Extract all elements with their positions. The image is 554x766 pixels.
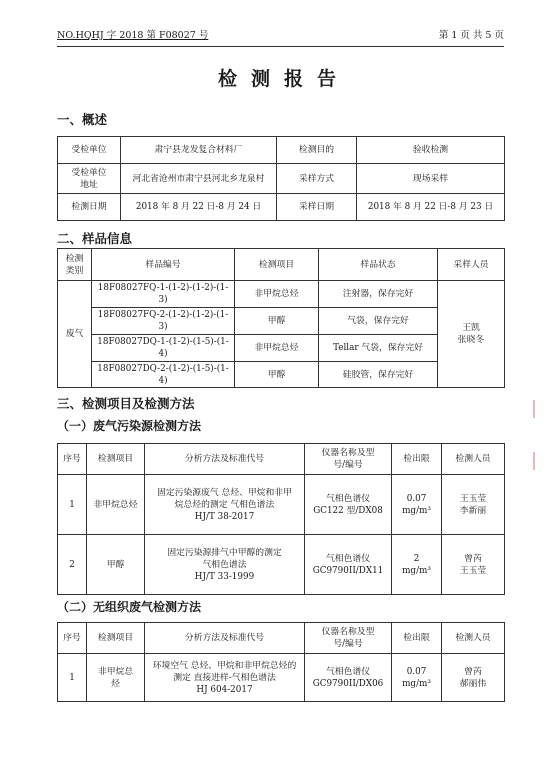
test-staff: 曾芮 郝丽伟 xyxy=(442,654,505,702)
test-item: 非甲烷总烃 xyxy=(87,475,145,535)
sample-id: 18F08027DQ-2-(1-2)-(1-5)-(1-4) xyxy=(92,362,235,388)
sample-collectors: 王凯 张晓冬 xyxy=(438,281,505,388)
overview-row xyxy=(58,194,505,221)
column-header: 检测项目 xyxy=(235,249,319,281)
sample-state: 硅胶管，保存完好 xyxy=(319,362,438,388)
table-row xyxy=(58,308,505,335)
overview-label: 受检单位 xyxy=(58,137,121,164)
sample-category: 废气 xyxy=(58,281,92,388)
table-row xyxy=(58,362,505,388)
sample-state: Tellar 气袋，保存完好 xyxy=(319,335,438,362)
sample-id: 18F08027FQ-1-(1-2)-(1-2)-(1-3) xyxy=(92,281,235,308)
sample-id: 18F08027FQ-2-(1-2)-(1-2)-(1-3) xyxy=(92,308,235,335)
overview-value: 验收检测 xyxy=(357,137,505,164)
sample-item: 甲醇 xyxy=(235,308,319,335)
column-header: 检出限 xyxy=(392,623,442,654)
column-header: 检测类别 xyxy=(58,249,92,281)
section-samples-heading: 二、样品信息 xyxy=(57,231,133,246)
fugitive-methods-table xyxy=(57,622,505,702)
sample-item: 甲醇 xyxy=(235,362,319,388)
document-title: 检测报告 xyxy=(217,68,350,90)
table-row xyxy=(58,535,505,595)
page-indicator: 第 1 页 共 5 页 xyxy=(438,30,504,41)
analysis-method: 环境空气 总烃、甲烷和非甲烷总烃的测定 直接进样-气相色谱法 HJ 604-2017 xyxy=(145,654,305,702)
table-row xyxy=(58,475,505,535)
column-header: 检测人员 xyxy=(442,444,505,475)
seal-mark xyxy=(533,452,545,470)
overview-label: 采样日期 xyxy=(277,194,357,221)
instrument: 气相色谱仪 GC9790II/DX06 xyxy=(305,654,392,702)
overview-label: 受检单位地址 xyxy=(58,164,121,194)
column-header: 采样人员 xyxy=(438,249,505,281)
column-header: 分析方法及标准代号 xyxy=(145,444,305,475)
samples-header-row xyxy=(58,249,505,281)
detection-limit: 0.07 mg/m³ xyxy=(392,475,442,535)
overview-label: 采样方式 xyxy=(277,164,357,194)
analysis-method: 固定污染源排气中甲醇的测定 气相色谱法 HJ/T 33-1999 xyxy=(145,535,305,595)
header-rule xyxy=(57,46,504,47)
column-header: 仪器名称及型号/编号 xyxy=(305,623,392,654)
instrument: 气相色谱仪 GC9790II/DX11 xyxy=(305,535,392,595)
column-header: 检测项目 xyxy=(87,444,145,475)
overview-table xyxy=(57,136,505,221)
row-number: 1 xyxy=(58,475,87,535)
section-overview-heading: 一、概述 xyxy=(57,112,108,127)
overview-row xyxy=(58,137,505,164)
column-header: 仪器名称及型号/编号 xyxy=(305,444,392,475)
table-row xyxy=(58,654,505,702)
test-item: 非甲烷总烃 xyxy=(87,654,145,702)
overview-value: 肃宁县龙发复合材料厂 xyxy=(121,137,277,164)
seal-mark xyxy=(533,400,545,418)
methods-header-row xyxy=(58,623,505,654)
sample-id: 18F08027DQ-1-(1-2)-(1-5)-(1-4) xyxy=(92,335,235,362)
overview-label: 检测目的 xyxy=(277,137,357,164)
column-header: 序号 xyxy=(58,444,87,475)
samples-table xyxy=(57,248,505,388)
sample-item: 非甲烷总烃 xyxy=(235,281,319,308)
test-staff: 曾芮 王玉莹 xyxy=(442,535,505,595)
section-methods-heading: 三、检测项目及检测方法 xyxy=(57,396,195,411)
subsection-source-heading: （一）废气污染源检测方法 xyxy=(57,419,202,433)
test-staff: 王玉莹 李新丽 xyxy=(442,475,505,535)
column-header: 样品状态 xyxy=(319,249,438,281)
column-header: 分析方法及标准代号 xyxy=(145,623,305,654)
column-header: 样品编号 xyxy=(92,249,235,281)
source-methods-table xyxy=(57,443,505,595)
overview-label: 检测日期 xyxy=(58,194,121,221)
column-header: 序号 xyxy=(58,623,87,654)
instrument: 气相色谱仪 GC122 型/DX08 xyxy=(305,475,392,535)
column-header: 检测项目 xyxy=(87,623,145,654)
row-number: 1 xyxy=(58,654,87,702)
test-item: 甲醇 xyxy=(87,535,145,595)
table-row xyxy=(58,335,505,362)
detection-limit: 0.07 mg/m³ xyxy=(392,654,442,702)
analysis-method: 固定污染源废气 总烃、甲烷和非甲烷总烃的测定 气相色谱法 HJ/T 38-2017 xyxy=(145,475,305,535)
column-header: 检测人员 xyxy=(442,623,505,654)
sample-state: 注射器，保存完好 xyxy=(319,281,438,308)
methods-header-row xyxy=(58,444,505,475)
overview-value: 2018 年 8 月 22 日-8 月 24 日 xyxy=(121,194,277,221)
table-row xyxy=(58,281,505,308)
report-number: NO.HQHJ 字 2018 第 F08027 号 xyxy=(57,30,209,41)
column-header: 检出限 xyxy=(392,444,442,475)
overview-value: 现场采样 xyxy=(357,164,505,194)
row-number: 2 xyxy=(58,535,87,595)
sample-item: 非甲烷总烃 xyxy=(235,335,319,362)
overview-value: 河北省沧州市肃宁县河北乡龙泉村 xyxy=(121,164,277,194)
detection-limit: 2 mg/m³ xyxy=(392,535,442,595)
overview-value: 2018 年 8 月 22 日-8 月 23 日 xyxy=(357,194,505,221)
sample-state: 气袋，保存完好 xyxy=(319,308,438,335)
overview-row xyxy=(58,164,505,194)
subsection-fugitive-heading: （二）无组织废气检测方法 xyxy=(57,600,202,614)
